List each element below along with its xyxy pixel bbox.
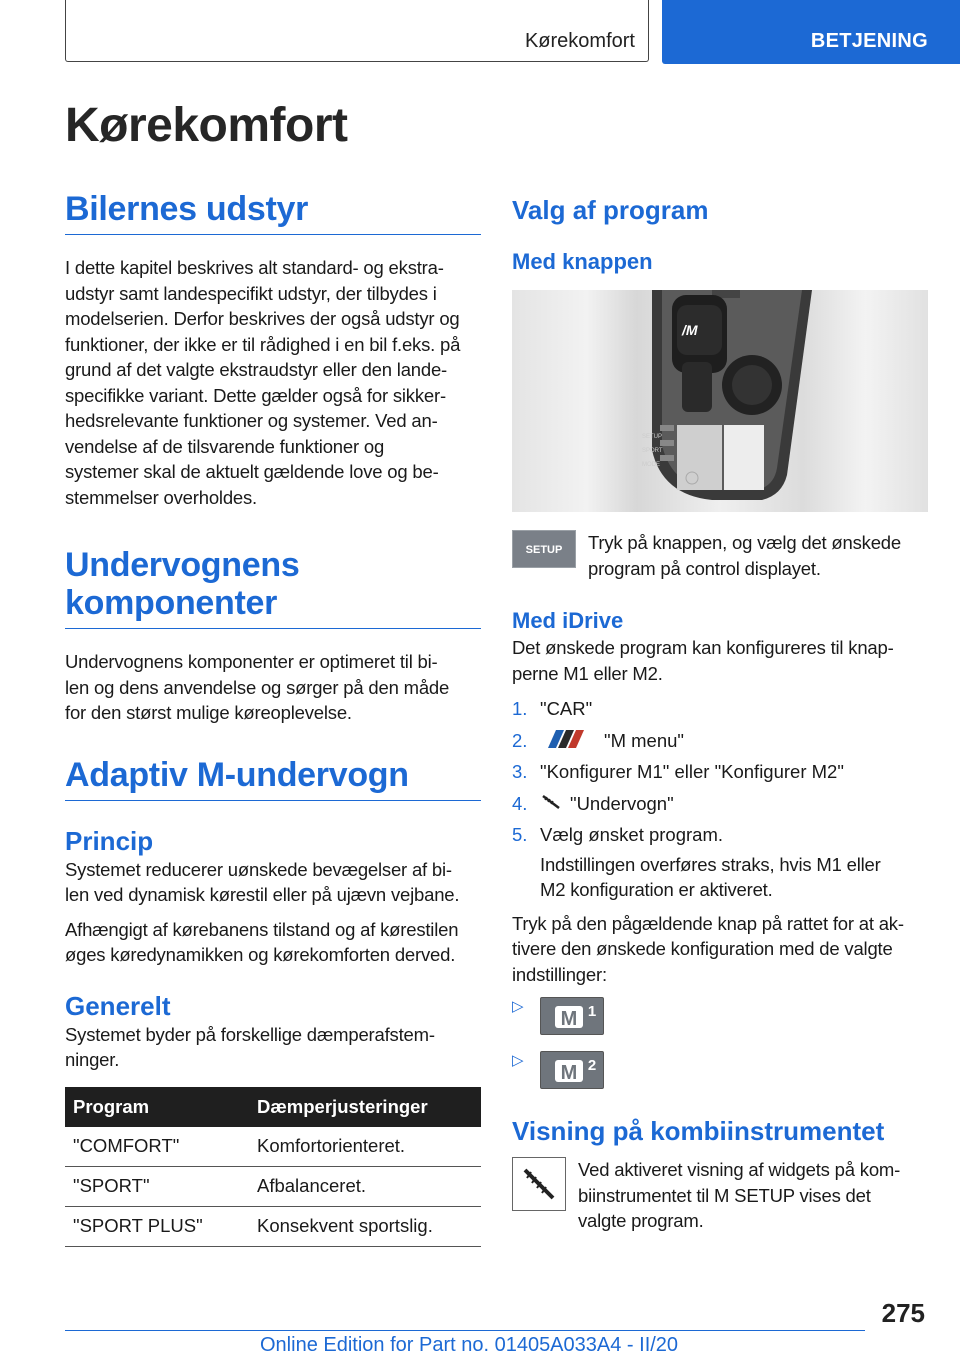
text-line: Undervognens komponenter er optimeret til bi- — [65, 651, 438, 672]
chassis-heading — [65, 546, 481, 629]
table-header-row — [65, 1087, 481, 1127]
chapter-tab-label: BETJENING — [810, 30, 928, 52]
select-program-heading: Valg af program — [512, 195, 709, 225]
list-item — [512, 822, 928, 848]
m1-button-icon — [540, 997, 604, 1035]
text-line: Indstillingen overføres straks, hvis M1 eller — [540, 853, 881, 875]
right-column — [512, 190, 928, 1234]
text-line: biinstrumentet til M SETUP vises det — [578, 1184, 871, 1206]
text-line: systemer skal de aktuelt gældende love og be- — [65, 461, 439, 482]
chassis-heading-line: Undervognens — [65, 546, 300, 584]
chassis-heading-line: komponenter — [65, 584, 278, 622]
text-line: vendelse af de tilsvarende funktioner og — [65, 435, 385, 457]
text-line: program på control displayet. — [588, 557, 821, 579]
chassis-icon — [540, 791, 562, 813]
chassis-text — [65, 649, 481, 726]
left-column — [65, 190, 481, 1247]
m2-sup: 2 — [587, 1057, 597, 1074]
text-line: øges køredynamikken og kørekomforten derved. — [65, 944, 456, 965]
page-title: Kørekomfort — [65, 99, 348, 152]
principle-heading: Princip — [65, 825, 154, 856]
equipment-heading: Bilernes udstyr — [65, 190, 481, 235]
button-instruction-text — [588, 530, 901, 581]
text-line: specifikke variant. Dette gælder også for sikker- — [65, 384, 446, 406]
table-cell: Afbalanceret. — [249, 1166, 481, 1206]
text-line: Tryk på knappen, og vælg det ønskede — [588, 532, 901, 553]
footer-edition: Online Edition for Part no. 01405A033A4 - II/20 — [260, 1334, 679, 1356]
table-row — [65, 1166, 481, 1206]
list-item — [512, 759, 928, 785]
display-text — [578, 1157, 900, 1234]
text-line: modelserien. Derfor beskrives der også udstyr og — [65, 308, 460, 329]
text-line: for den størst mulige køreoplevelse. — [65, 702, 352, 723]
list-item — [512, 791, 928, 817]
list-item — [512, 1051, 928, 1089]
list-item — [512, 728, 928, 754]
step-text: Vælg ønsket program. — [540, 824, 724, 845]
text-line: I dette kapitel beskrives alt standard- og ekstra- — [65, 257, 444, 278]
display-section — [512, 1157, 928, 1234]
text-line: Afhængigt af kørebanens tilstand og af kørestilen — [65, 918, 459, 940]
step-text: "CAR" — [540, 698, 593, 719]
m2-label: M — [560, 1062, 578, 1084]
text-line: hedsrelevante funktioner og systemer. Ved an- — [65, 410, 438, 431]
step-text: "Konfigurer M1" eller "Konfigurer M2" — [540, 761, 844, 782]
text-line: Tryk på den pågældende knap på rattet for at ak- — [512, 912, 904, 934]
text-line: len og dens anvendelse og sørger på den måde — [65, 676, 450, 698]
chassis-widget-icon — [512, 1157, 566, 1211]
table-cell: Konsekvent sportslig. — [249, 1206, 481, 1246]
step-number: 3. — [512, 761, 528, 782]
header-section-title: Kørekomfort — [524, 30, 635, 52]
text-line: Ved aktiveret visning af widgets på kom- — [578, 1159, 901, 1180]
button-instruction — [512, 530, 928, 581]
text-line: funktioner, der ikke er til rådighed i en bil f.eks. på — [65, 333, 461, 355]
principle-text-2 — [65, 917, 481, 968]
step-number: 1. — [512, 698, 528, 719]
step5-note — [512, 852, 928, 903]
bullet-icon: ▷ — [512, 1052, 524, 1069]
text-line: indstillinger: — [512, 963, 607, 985]
text-line: ninger. — [65, 1049, 120, 1070]
display-heading: Visning på kombiinstrumentet — [512, 1116, 885, 1146]
step-text: "M menu" — [604, 729, 684, 751]
text-line: len ved dynamisk kørestil eller på ujævn vejbane. — [65, 884, 460, 905]
photo-label: SETUP — [642, 434, 663, 440]
list-item — [512, 997, 928, 1035]
m-menu-icon — [540, 728, 592, 750]
table-cell: "COMFORT" — [65, 1127, 249, 1167]
bullet-icon: ▷ — [512, 998, 524, 1015]
text-line: perne M1 eller M2. — [512, 662, 663, 684]
button-heading: Med knappen — [512, 249, 653, 274]
photo-label: MODE — [642, 462, 660, 468]
center-console-photo — [512, 290, 928, 512]
m1-sup: 1 — [587, 1003, 597, 1020]
text-line: Det ønskede program kan konfigureres til knap- — [512, 637, 894, 658]
m2-button-icon — [540, 1051, 604, 1089]
general-heading: Generelt — [65, 990, 171, 1021]
text-line: valgte program. — [578, 1210, 704, 1231]
text-line: M2 konfiguration er aktiveret. — [540, 879, 773, 900]
chapter-tab[interactable] — [662, 0, 960, 64]
setup-button-icon: SETUP — [512, 530, 576, 568]
photo-label: SPORT — [642, 448, 663, 454]
steps-list — [512, 696, 928, 903]
svg-text:/M: /M — [682, 322, 698, 338]
step-number: 5. — [512, 824, 528, 845]
table-cell: Komfortorienteret. — [249, 1127, 481, 1167]
table-header-cell: Program — [65, 1087, 249, 1127]
table-cell: "SPORT PLUS" — [65, 1206, 249, 1246]
footer-divider — [65, 1330, 865, 1331]
text-line: stemmelser overholdes. — [65, 486, 257, 508]
damper-table — [65, 1087, 481, 1247]
general-text — [65, 1022, 481, 1073]
idrive-text — [512, 635, 928, 686]
principle-text-1 — [65, 857, 481, 908]
console-illustration — [512, 290, 928, 512]
m1-label: M — [560, 1008, 578, 1030]
idrive-heading: Med iDrive — [512, 608, 624, 633]
step-text: "Undervogn" — [570, 792, 674, 814]
list-item — [512, 696, 928, 722]
table-header-cell: Dæmperjusteringer — [249, 1087, 481, 1127]
step-number: 4. — [512, 792, 528, 814]
press-text — [512, 911, 928, 988]
table-cell: "SPORT" — [65, 1166, 249, 1206]
table-row — [65, 1127, 481, 1167]
text-line: Systemet byder på forskellige dæmperafstem- — [65, 1023, 435, 1045]
text-line: grund af det valgte ekstraudstyr eller den lande- — [65, 359, 448, 380]
page-number: 275 — [881, 1298, 925, 1328]
table-row — [65, 1206, 481, 1246]
text-line: udstyr samt landespecifikt udstyr, der tilbydes i — [65, 282, 437, 304]
step-number: 2. — [512, 729, 528, 751]
adaptive-heading: Adaptiv M-undervogn — [65, 756, 481, 801]
equipment-text — [65, 255, 481, 510]
text-line: Systemet reducerer uønskede bevægelser af bi- — [65, 858, 452, 880]
text-line: tivere den ønskede konfiguration med de valgte — [512, 938, 893, 959]
